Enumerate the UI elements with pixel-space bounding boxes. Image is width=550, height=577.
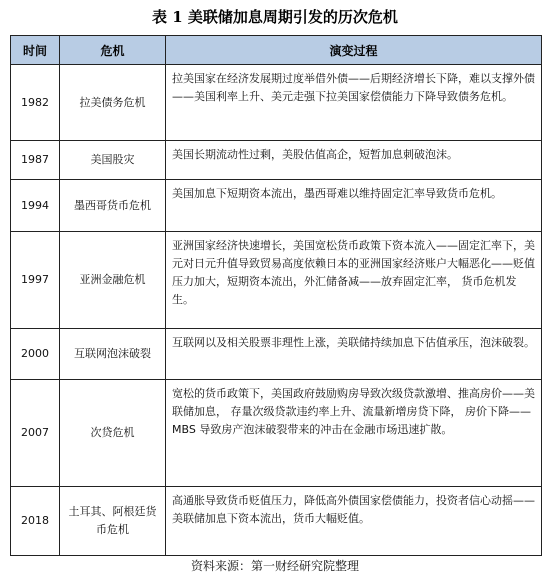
row-process: 拉美国家在经济发展期过度举借外债——后期经济增长下降，难以支撑外债——美国利率上升、美元走强下拉美国家偿债能力下降导致债务危机。 [166, 65, 542, 141]
row-crisis: 美国股灾 [60, 141, 166, 180]
row-year: 1997 [11, 232, 60, 329]
row-process: 高通胀导致货币贬值压力，降低高外债国家偿债能力，投资者信心动摇——美联储加息下资本流出，货币大幅贬值。 [166, 487, 542, 556]
table-row [11, 329, 542, 380]
row-process: 美国长期流动性过剩，美股估值高企，短暂加息刺破泡沫。 [166, 141, 542, 180]
row-year: 2018 [11, 487, 60, 556]
table-title: 表 1 美联储加息周期引发的历次危机 [152, 8, 398, 26]
row-year: 2007 [11, 380, 60, 487]
table-header-row [11, 36, 542, 65]
table-row [11, 180, 542, 232]
source-note: 资料来源：第一财经研究院整理 [190, 559, 359, 573]
row-year: 1994 [11, 180, 60, 232]
row-crisis: 墨西哥货币危机 [60, 180, 166, 232]
row-year: 2000 [11, 329, 60, 380]
row-crisis: 拉美债务危机 [60, 65, 166, 141]
row-crisis: 亚洲金融危机 [60, 232, 166, 329]
table-row [11, 380, 542, 487]
header-year: 时间 [11, 36, 60, 65]
header-process: 演变过程 [166, 36, 542, 65]
table-row [11, 65, 542, 141]
crisis-table [10, 35, 542, 556]
row-crisis: 互联网泡沫破裂 [60, 329, 166, 380]
row-process: 宽松的货币政策下，美国政府鼓励购房导致次级贷款激增、推高房价——美联储加息， 存量次级贷款违约率上升、流量新增房贷下降， 房价下降——MBS 导致房产泡沫破裂带来的冲击在金融市场迅速扩散。 [166, 380, 542, 487]
table-row [11, 232, 542, 329]
row-process: 亚洲国家经济快速增长，美国宽松货币政策下资本流入——固定汇率下，美元对日元升值导致贸易高度依赖日本的亚洲国家经济账户大幅恶化——贬值压力加大，短期资本流出，外汇储备减——放弃固定汇率， 货币危机发生。 [166, 232, 542, 329]
header-crisis: 危机 [60, 36, 166, 65]
row-crisis: 次贷危机 [60, 380, 166, 487]
table-row [11, 487, 542, 556]
row-year: 1982 [11, 65, 60, 141]
row-process: 互联网以及相关股票非理性上涨，美联储持续加息下估值承压，泡沫破裂。 [166, 329, 542, 380]
row-process: 美国加息下短期资本流出，墨西哥难以维持固定汇率导致货币危机。 [166, 180, 542, 232]
row-crisis: 土耳其、阿根廷货币危机 [60, 487, 166, 556]
table-row [11, 141, 542, 180]
row-year: 1987 [11, 141, 60, 180]
